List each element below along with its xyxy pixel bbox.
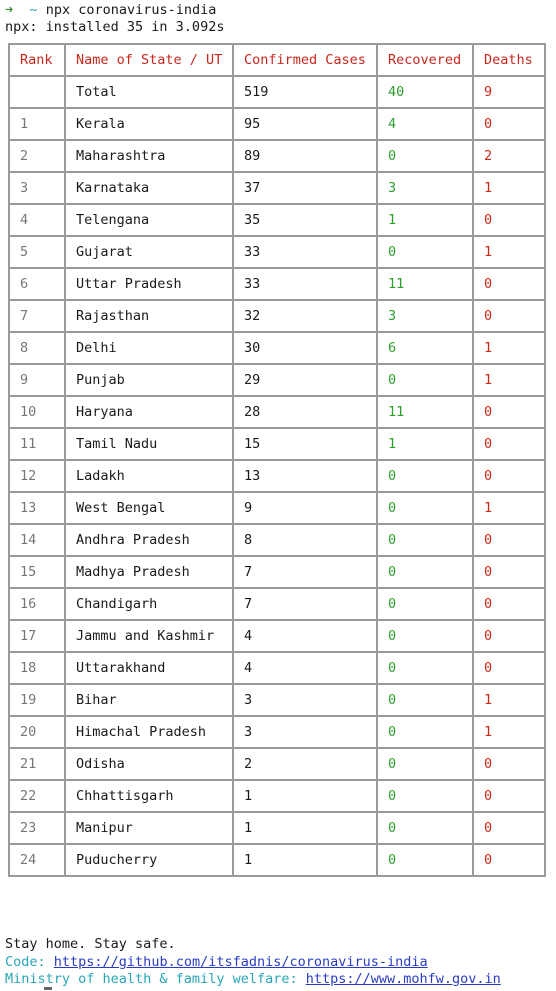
cell-confirmed: 32 [233,300,377,332]
cell-recovered: 6 [377,332,473,364]
cell-state: Jammu and Kashmir [65,620,233,652]
cell-state: Rajasthan [65,300,233,332]
cell-confirmed: 1 [233,780,377,812]
cell-deaths: 0 [473,588,545,620]
total-row [9,76,545,108]
cell-deaths: 1 [473,716,545,748]
ministry-label: Ministry of health & family welfare: [5,971,306,987]
cell-recovered: 0 [377,748,473,780]
table-row [9,492,545,524]
cell-rank: 19 [9,684,65,716]
cell-state: Uttar Pradesh [65,268,233,300]
ministry-link[interactable]: https://www.mohfw.gov.in [305,971,501,987]
cell-confirmed: 13 [233,460,377,492]
cell-recovered: 3 [377,172,473,204]
cell-confirmed: 37 [233,172,377,204]
table-row [9,812,545,844]
cell-deaths: 0 [473,620,545,652]
cell-confirmed: 9 [233,492,377,524]
table-row [9,748,545,780]
cell-recovered: 1 [377,428,473,460]
table-row [9,716,545,748]
cell-confirmed: 30 [233,332,377,364]
cell-rank: 14 [9,524,65,556]
cell-recovered: 0 [377,652,473,684]
cell-confirmed: 7 [233,556,377,588]
cell-rank: 22 [9,780,65,812]
table-row [9,780,545,812]
cell-recovered: 0 [377,492,473,524]
cell-rank: 12 [9,460,65,492]
cell-state: Puducherry [65,844,233,876]
table-row [9,620,545,652]
header-confirmed: Confirmed Cases [233,44,377,76]
cell-confirmed: 33 [233,268,377,300]
cell-deaths: 0 [473,460,545,492]
cell-deaths: 0 [473,652,545,684]
cell-state: Haryana [65,396,233,428]
cell-recovered: 0 [377,236,473,268]
cell-rank: 4 [9,204,65,236]
table-row [9,684,545,716]
cell-recovered: 3 [377,300,473,332]
cell-deaths: 1 [473,332,545,364]
cell-state: Maharashtra [65,140,233,172]
cell-recovered: 0 [377,556,473,588]
install-message: npx: installed 35 in 3.092s [5,19,225,35]
header-deaths: Deaths [473,44,545,76]
cell-deaths: 1 [473,236,545,268]
cell-state: Delhi [65,332,233,364]
cell-state: Kerala [65,108,233,140]
total-rank [9,76,65,108]
cell-confirmed: 3 [233,716,377,748]
cell-confirmed: 4 [233,652,377,684]
cell-state: Manipur [65,812,233,844]
cell-deaths: 1 [473,364,545,396]
cell-state: Gujarat [65,236,233,268]
cell-state: Odisha [65,748,233,780]
cell-confirmed: 3 [233,684,377,716]
cell-rank: 11 [9,428,65,460]
footer-code-line [5,954,428,971]
prompt-directory: ~ [29,2,38,18]
cell-confirmed: 15 [233,428,377,460]
cell-state: Chhattisgarh [65,780,233,812]
command-line [5,2,216,19]
cell-recovered: 0 [377,140,473,172]
cell-deaths: 0 [473,300,545,332]
cell-state: Punjab [65,364,233,396]
total-deaths: 9 [473,76,545,108]
cell-deaths: 0 [473,780,545,812]
cell-deaths: 0 [473,524,545,556]
cell-rank: 5 [9,236,65,268]
cell-deaths: 1 [473,684,545,716]
table-row [9,204,545,236]
table-row [9,556,545,588]
cell-rank: 1 [9,108,65,140]
cell-rank: 21 [9,748,65,780]
table-row [9,396,545,428]
cell-rank: 2 [9,140,65,172]
table-row [9,428,545,460]
cell-rank: 8 [9,332,65,364]
table-row [9,588,545,620]
cell-state: Karnataka [65,172,233,204]
cell-rank: 24 [9,844,65,876]
cell-deaths: 0 [473,812,545,844]
cell-recovered: 0 [377,716,473,748]
cell-recovered: 0 [377,684,473,716]
cell-state: Chandigarh [65,588,233,620]
cell-confirmed: 95 [233,108,377,140]
cell-recovered: 0 [377,620,473,652]
cell-rank: 7 [9,300,65,332]
footer-ministry-line [5,971,501,988]
cell-recovered: 0 [377,844,473,876]
cell-state: Andhra Pradesh [65,524,233,556]
table-row [9,140,545,172]
table-row [9,332,545,364]
table-row [9,300,545,332]
cell-confirmed: 28 [233,396,377,428]
cell-deaths: 0 [473,748,545,780]
total-label: Total [65,76,233,108]
footer-message: Stay home. Stay safe. [5,936,176,952]
cell-recovered: 0 [377,364,473,396]
cell-rank: 16 [9,588,65,620]
cell-rank: 6 [9,268,65,300]
cell-rank: 13 [9,492,65,524]
cell-recovered: 1 [377,204,473,236]
cell-recovered: 0 [377,588,473,620]
prompt-arrow-icon: ➜ [5,2,14,18]
table-header-row [9,44,545,76]
command-text: npx coronavirus-india [45,2,217,18]
table-row [9,652,545,684]
cell-recovered: 0 [377,780,473,812]
table-row [9,108,545,140]
total-confirmed: 519 [233,76,377,108]
cell-confirmed: 35 [233,204,377,236]
cell-state: Telengana [65,204,233,236]
code-label: Code: [5,954,54,970]
cell-deaths: 0 [473,396,545,428]
code-link[interactable]: https://github.com/itsfadnis/coronavirus-india [53,954,428,970]
cell-state: Uttarakhand [65,652,233,684]
cell-deaths: 0 [473,268,545,300]
cell-rank: 15 [9,556,65,588]
terminal-cursor [44,987,52,990]
header-rank: Rank [9,44,65,76]
header-recovered: Recovered [377,44,473,76]
cell-rank: 23 [9,812,65,844]
cell-confirmed: 1 [233,812,377,844]
cell-rank: 20 [9,716,65,748]
cell-rank: 9 [9,364,65,396]
cell-deaths: 0 [473,204,545,236]
cell-recovered: 11 [377,396,473,428]
cell-deaths: 0 [473,108,545,140]
cell-recovered: 11 [377,268,473,300]
cell-state: Himachal Pradesh [65,716,233,748]
cell-confirmed: 29 [233,364,377,396]
table-row [9,844,545,876]
cell-state: Bihar [65,684,233,716]
cell-recovered: 0 [377,460,473,492]
cell-deaths: 1 [473,492,545,524]
table-row [9,268,545,300]
cell-confirmed: 7 [233,588,377,620]
cell-confirmed: 33 [233,236,377,268]
cell-state: Tamil Nadu [65,428,233,460]
cell-recovered: 0 [377,812,473,844]
cell-state: Madhya Pradesh [65,556,233,588]
cell-state: West Bengal [65,492,233,524]
cell-deaths: 0 [473,844,545,876]
cell-deaths: 0 [473,556,545,588]
cell-rank: 10 [9,396,65,428]
cell-confirmed: 1 [233,844,377,876]
cell-deaths: 1 [473,172,545,204]
cell-rank: 18 [9,652,65,684]
cell-confirmed: 4 [233,620,377,652]
cell-confirmed: 89 [233,140,377,172]
table-row [9,460,545,492]
table-row [9,236,545,268]
header-state: Name of State / UT [65,44,233,76]
cell-rank: 17 [9,620,65,652]
cell-deaths: 2 [473,140,545,172]
cell-recovered: 4 [377,108,473,140]
total-recovered: 40 [377,76,473,108]
cases-table [8,43,546,877]
cell-state: Ladakh [65,460,233,492]
table-row [9,364,545,396]
cell-recovered: 0 [377,524,473,556]
cell-confirmed: 2 [233,748,377,780]
table-row [9,172,545,204]
cell-rank: 3 [9,172,65,204]
cell-confirmed: 8 [233,524,377,556]
table-row [9,524,545,556]
cell-deaths: 0 [473,428,545,460]
